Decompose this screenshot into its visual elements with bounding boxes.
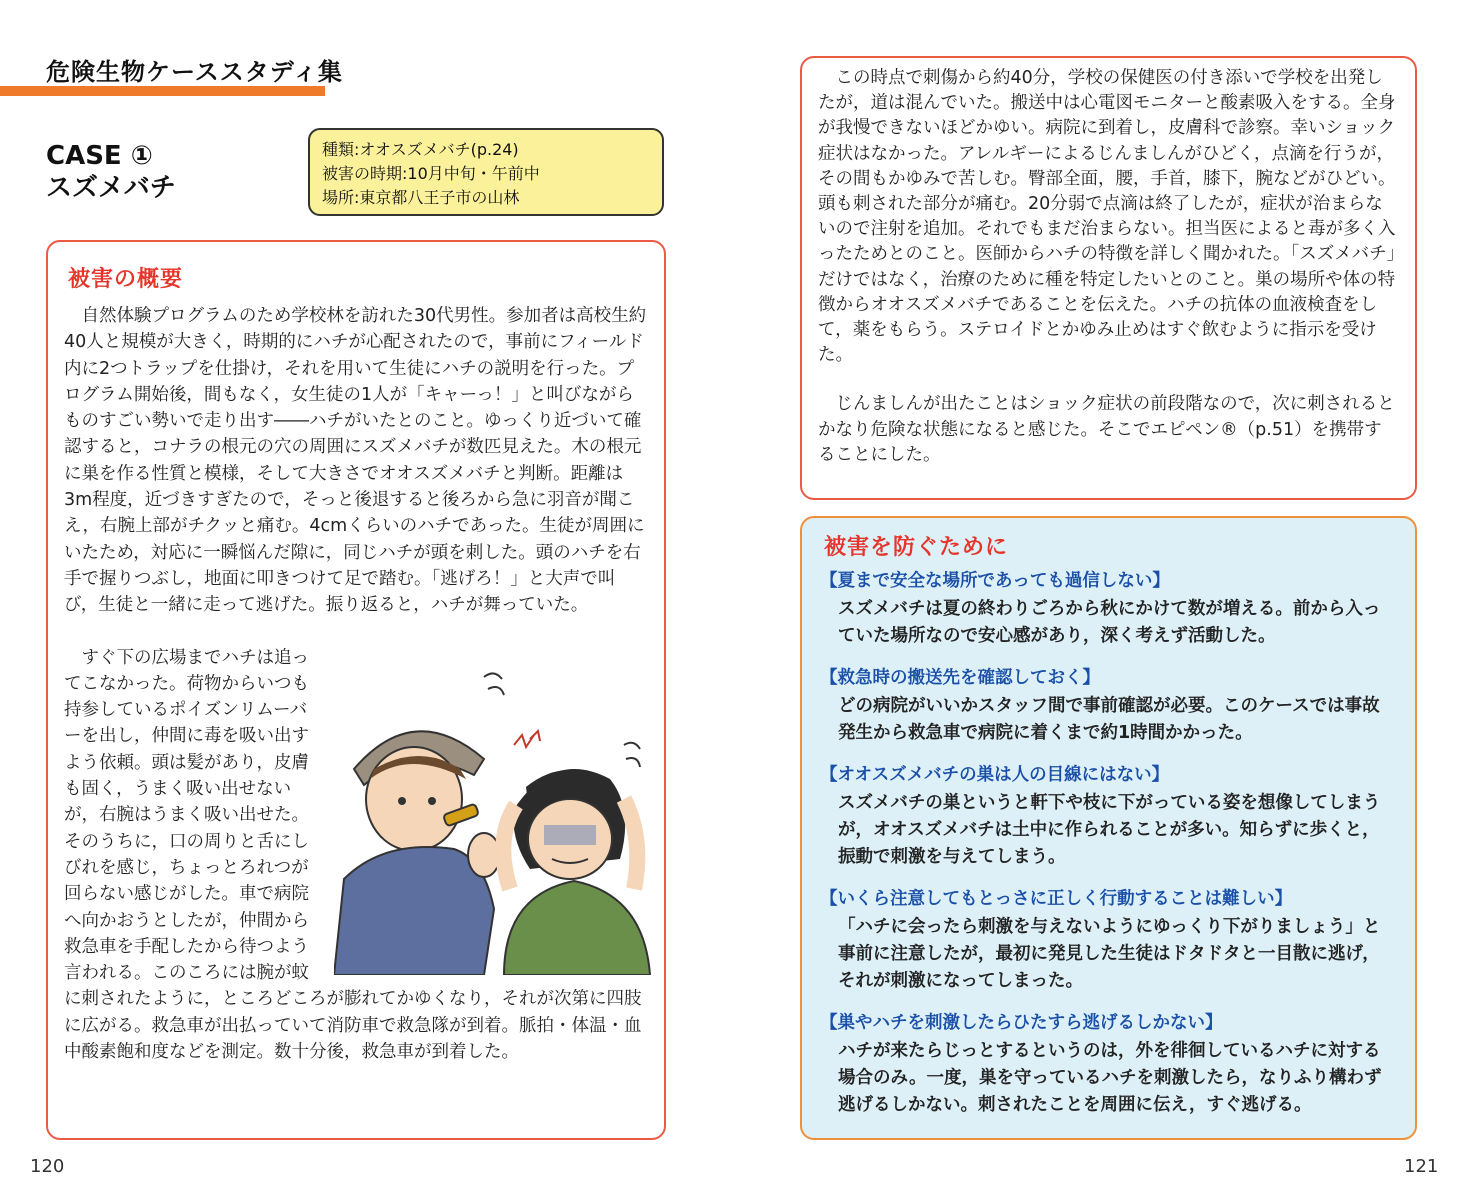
prevention-item xyxy=(820,1009,1397,1119)
case-heading xyxy=(46,140,176,204)
prevention-item xyxy=(820,885,1397,995)
summary-paragraph-1: 自然体験プログラムのため学校林を訪れた30代男性。参加者は高校生約40人と規模が大きく，時期的にハチが心配されたので，事前にフィールド内に2つトラップを仕掛け，それを用いて生徒にハチの説明を行った。プログラム開始後，間もなく，女生徒の1人が「キャーっ！」と叫びながらものすごい勢いで走り出す――ハチがいたとのこと。ゆっくり近づいて確認すると，コナラの根元の穴の周囲にスズメバチが数匹見えた。木の根元に巣を作る性質と模様，そして大きさでオオスズメバチと判断。距離は3m程度，近づきすぎたので，そっと後退すると後ろから急に羽音が聞こえ，右腕上部がチクッと痛む。4cmくらいのハチであった。生徒が周囲にいたため，対応に一瞬悩んだ隙に，同じハチが頭を刺した。頭のハチを右手で握りつぶし，地面に叩きつけて足で踏む。「逃げろ！」と大声で叫び，生徒と一緒に走って逃げた。振り返ると，ハチが舞っていた。 xyxy=(64,306,647,616)
summary-paragraph-2: すぐ下の広場までハチは追ってこなかった。荷物からいつも持参しているポイズンリムーバーを出し，仲間に毒を吸い出すよう依頼。頭は髪があり，皮膚も固く，うまく吸い出せないが，右腕はうまく吸い出せた。そのうちに，口の周りと舌にしびれを感じ，ちょっとろれつが回らない感じがした。車で病院へ向かおうとしたが，仲間から救急車を手配したから待つよう言われる。このころには腕が蚊に刺されたように，ところどころが膨れてかゆくなり，それが次第に四肢に広がる。救急車が出払っていて消防車で救急隊が到着。脈拍・体温・血中酸素飽和度などを測定。数十分後，救急車が到着した。 xyxy=(64,647,642,1063)
paragraph-gap xyxy=(64,619,648,645)
paragraph-gap xyxy=(818,368,1399,392)
prevention-item-heading: 【オオスズメバチの巣は人の目線にはない】 xyxy=(820,765,1170,785)
page-number-left: 120 xyxy=(30,1156,65,1177)
prevention-item-body: スズメバチの巣というと軒下や枝に下がっている姿を想像してしまうが，オオスズメバチは土中に作られることが多い。知らずに歩くと，振動で刺激を与えてしまう。 xyxy=(838,793,1381,867)
prevention-item-heading: 【夏まで安全な場所であっても過信しない】 xyxy=(820,571,1170,591)
prevention-item-body: ハチが来たらじっとするというのは，外を徘徊しているハチに対する場合のみ。一度，巣を守っているハチを刺激したら，なりふり構わず逃げるしかない。刺されたことを周囲に伝え，すぐ逃げる。 xyxy=(838,1041,1382,1115)
prevention-item xyxy=(820,664,1397,747)
prevention-item-heading: 【救急時の搬送先を確認しておく】 xyxy=(820,668,1100,688)
continued-panel xyxy=(800,56,1417,500)
continued-paragraph-1: この時点で刺傷から約40分，学校の保健医の付き添いで学校を出発したが，道は混んでいた。搬送中は心電図モニターと酸素吸入をする。全身が我慢できないほどかゆい。病院に到着し，皮膚科で診察。幸いショック症状はなかった。アレルギーによるじんましんがひどく，点滴を行うが，その間もかゆみで苦しむ。臀部全面，腰，手首，膝下，腕などがひどい。頭も刺された部分が痛む。20分弱で点滴は終了したが，症状が治まらないので注射を追加。それでもまだ治まらない。担当医によると毒が多く入ったためとのこと。医師からハチの特徴を詳しく聞かれた。「スズメバチ」だけではなく，治療のために種を特定したいとのこと。巣の場所や体の特徴からオオスズメバチであることを伝えた。ハチの抗体の血液検査をして，薬をもらう。ステロイドとかゆみ止めはすぐ飲むように指示を受けた。 xyxy=(818,68,1396,366)
summary-panel xyxy=(46,240,666,1140)
prevention-item-body: 「ハチに会ったら刺激を与えないようにゆっくり下がりましょう」と事前に注意したが，最初に発見した生徒はドタドタと一目散に逃げ，それが刺激になってしまった。 xyxy=(838,917,1381,991)
summary-title: 被害の概要 xyxy=(68,267,184,292)
prevention-item-heading: 【いくら注意してもとっさに正しく行動することは難しい】 xyxy=(820,889,1293,909)
prevention-item-body: スズメバチは夏の終わりごろから秋にかけて数が増える。前から入っていた場所なので安心感があり，深く考えず活動した。 xyxy=(838,599,1381,646)
continued-paragraph-2: じんましんが出たことはショック症状の前段階なので，次に刺されるとかなり危険な状態になると感じた。そこでエピペン®（p.51）を携帯することにした。 xyxy=(818,394,1395,465)
prevention-panel xyxy=(800,516,1417,1140)
case-name: スズメバチ xyxy=(46,173,176,203)
header-accent-bar xyxy=(0,86,325,96)
page-number-right: 121 xyxy=(1404,1156,1439,1177)
prevention-item-heading: 【巣やハチを刺激したらひたすら逃げるしかない】 xyxy=(820,1013,1223,1033)
case-info-box xyxy=(308,128,664,216)
info-place: 場所:東京都八王子市の山林 xyxy=(322,188,520,207)
case-number: CASE ① xyxy=(46,141,153,171)
info-type: 種類:オオスズメバチ(p.24) xyxy=(322,140,519,159)
chapter-title: 危険生物ケーススタディ集 xyxy=(46,58,343,86)
info-time: 被害の時期:10月中旬・午前中 xyxy=(322,164,540,183)
prevention-item-body: どの病院がいいかスタッフ間で事前確認が必要。このケースでは事故発生から救急車で病院に着くまで約1時間かかった。 xyxy=(838,696,1380,743)
illustration-image xyxy=(334,659,654,975)
prevention-title: 被害を防ぐために xyxy=(824,535,1009,560)
prevention-item xyxy=(820,567,1397,650)
prevention-item xyxy=(820,761,1397,871)
